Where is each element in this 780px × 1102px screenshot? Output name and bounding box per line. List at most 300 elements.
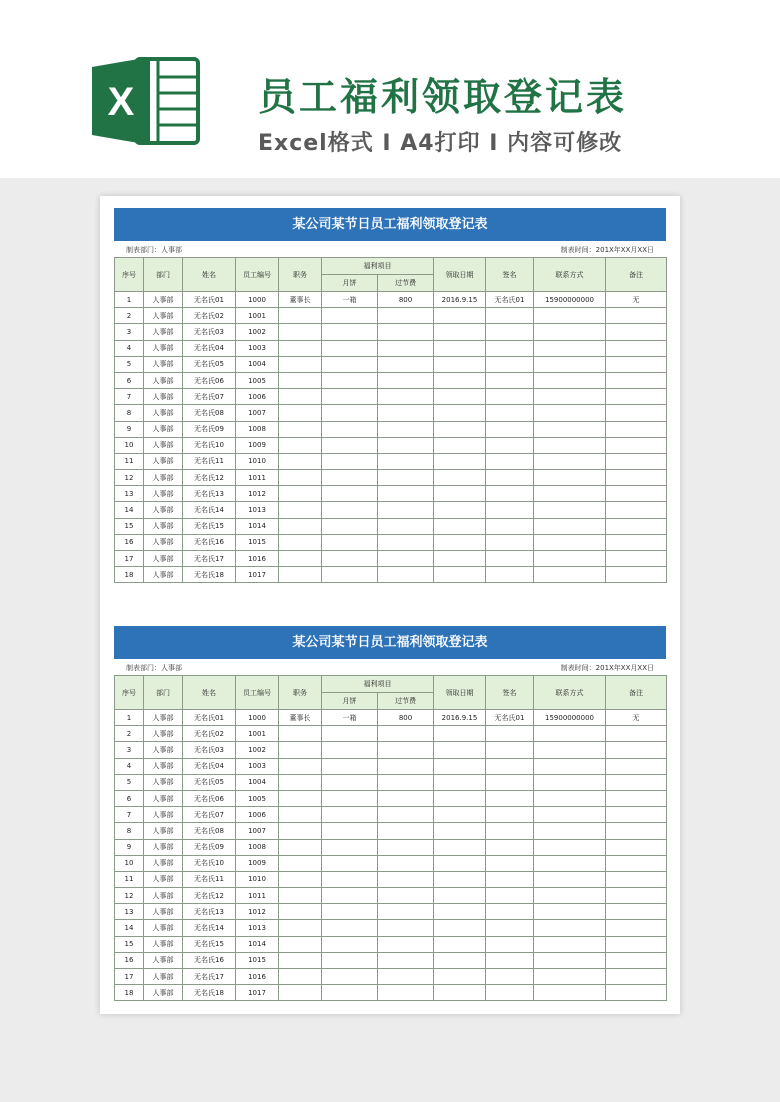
table-cell[interactable] — [322, 567, 378, 583]
table-cell[interactable]: 17 — [115, 969, 144, 985]
table-cell[interactable] — [486, 742, 534, 758]
table-cell[interactable] — [486, 340, 534, 356]
table-cell[interactable]: 无名氏06 — [183, 790, 236, 806]
table-cell[interactable]: 一箱 — [322, 710, 378, 726]
table-cell[interactable]: 1004 — [236, 356, 279, 372]
table-cell[interactable]: 1015 — [236, 952, 279, 968]
table-cell[interactable] — [279, 308, 322, 324]
table-cell[interactable] — [322, 952, 378, 968]
table-cell[interactable] — [434, 534, 486, 550]
table-cell[interactable]: 6 — [115, 372, 144, 388]
table-cell[interactable]: 15 — [115, 936, 144, 952]
table-cell[interactable] — [378, 726, 434, 742]
table-cell[interactable] — [534, 372, 606, 388]
table-cell[interactable] — [486, 774, 534, 790]
table-cell[interactable]: 11 — [115, 871, 144, 887]
table-cell[interactable] — [606, 324, 667, 340]
table-cell[interactable] — [434, 904, 486, 920]
table-cell[interactable]: 15900000000 — [534, 292, 606, 308]
table-cell[interactable]: 无名氏05 — [183, 356, 236, 372]
table-cell[interactable] — [279, 470, 322, 486]
table-cell[interactable] — [322, 421, 378, 437]
table-cell[interactable] — [486, 356, 534, 372]
table-cell[interactable] — [534, 952, 606, 968]
table-cell[interactable]: 人事部 — [144, 969, 183, 985]
table-cell[interactable] — [322, 437, 378, 453]
table-cell[interactable]: 1001 — [236, 726, 279, 742]
table-cell[interactable]: 14 — [115, 920, 144, 936]
table-cell[interactable] — [486, 567, 534, 583]
table-cell[interactable] — [279, 340, 322, 356]
table-cell[interactable] — [279, 839, 322, 855]
table-cell[interactable] — [322, 340, 378, 356]
table-cell[interactable]: 1000 — [236, 292, 279, 308]
table-cell[interactable] — [279, 518, 322, 534]
table-cell[interactable] — [486, 888, 534, 904]
table-cell[interactable] — [434, 920, 486, 936]
table-cell[interactable]: 17 — [115, 551, 144, 567]
table-cell[interactable]: 1014 — [236, 936, 279, 952]
table-cell[interactable] — [279, 453, 322, 469]
table-cell[interactable]: 无名氏01 — [486, 292, 534, 308]
table-cell[interactable]: 无名氏04 — [183, 758, 236, 774]
table-cell[interactable] — [322, 356, 378, 372]
table-cell[interactable]: 人事部 — [144, 758, 183, 774]
table-cell[interactable]: 16 — [115, 952, 144, 968]
table-cell[interactable] — [486, 308, 534, 324]
table-cell[interactable] — [486, 839, 534, 855]
table-cell[interactable]: 人事部 — [144, 871, 183, 887]
table-cell[interactable] — [322, 470, 378, 486]
table-cell[interactable] — [434, 405, 486, 421]
table-cell[interactable]: 无名氏14 — [183, 502, 236, 518]
table-cell[interactable] — [606, 790, 667, 806]
table-cell[interactable] — [486, 502, 534, 518]
table-cell[interactable]: 人事部 — [144, 470, 183, 486]
table-cell[interactable] — [322, 502, 378, 518]
table-cell[interactable] — [279, 567, 322, 583]
table-cell[interactable] — [486, 534, 534, 550]
table-cell[interactable] — [378, 567, 434, 583]
table-cell[interactable] — [279, 421, 322, 437]
table-cell[interactable] — [279, 807, 322, 823]
table-cell[interactable] — [534, 453, 606, 469]
table-cell[interactable] — [534, 936, 606, 952]
table-cell[interactable] — [378, 790, 434, 806]
table-cell[interactable]: 1005 — [236, 372, 279, 388]
table-cell[interactable] — [486, 324, 534, 340]
table-cell[interactable]: 人事部 — [144, 502, 183, 518]
table-cell[interactable]: 1012 — [236, 486, 279, 502]
table-cell[interactable] — [434, 502, 486, 518]
table-cell[interactable] — [434, 356, 486, 372]
table-cell[interactable] — [322, 518, 378, 534]
table-cell[interactable] — [378, 969, 434, 985]
table-cell[interactable] — [378, 742, 434, 758]
table-cell[interactable]: 9 — [115, 839, 144, 855]
table-cell[interactable] — [534, 518, 606, 534]
table-cell[interactable] — [534, 567, 606, 583]
table-cell[interactable] — [322, 969, 378, 985]
table-cell[interactable]: 无名氏11 — [183, 871, 236, 887]
table-cell[interactable] — [534, 839, 606, 855]
table-cell[interactable] — [606, 389, 667, 405]
table-cell[interactable] — [322, 405, 378, 421]
table-cell[interactable]: 1010 — [236, 453, 279, 469]
table-cell[interactable]: 无名氏09 — [183, 421, 236, 437]
table-cell[interactable] — [279, 437, 322, 453]
table-cell[interactable] — [279, 356, 322, 372]
table-cell[interactable] — [486, 936, 534, 952]
table-cell[interactable] — [279, 774, 322, 790]
table-cell[interactable]: 无名氏13 — [183, 486, 236, 502]
table-cell[interactable] — [434, 308, 486, 324]
table-cell[interactable]: 无名氏03 — [183, 742, 236, 758]
table-cell[interactable] — [322, 807, 378, 823]
table-cell[interactable]: 11 — [115, 453, 144, 469]
table-cell[interactable] — [534, 920, 606, 936]
table-cell[interactable]: 1 — [115, 292, 144, 308]
table-cell[interactable]: 800 — [378, 710, 434, 726]
table-cell[interactable]: 1009 — [236, 437, 279, 453]
table-cell[interactable]: 无名氏16 — [183, 952, 236, 968]
table-cell[interactable]: 1007 — [236, 405, 279, 421]
table-cell[interactable] — [486, 904, 534, 920]
table-cell[interactable]: 1002 — [236, 324, 279, 340]
table-cell[interactable] — [279, 952, 322, 968]
table-cell[interactable] — [534, 969, 606, 985]
table-cell[interactable]: 无名氏09 — [183, 839, 236, 855]
table-cell[interactable] — [378, 985, 434, 1001]
table-cell[interactable] — [434, 790, 486, 806]
table-cell[interactable] — [378, 774, 434, 790]
table-cell[interactable]: 1001 — [236, 308, 279, 324]
table-cell[interactable] — [606, 308, 667, 324]
table-cell[interactable] — [486, 969, 534, 985]
table-cell[interactable] — [378, 453, 434, 469]
table-cell[interactable] — [322, 742, 378, 758]
table-cell[interactable] — [534, 405, 606, 421]
table-cell[interactable] — [378, 839, 434, 855]
table-cell[interactable]: 无名氏17 — [183, 551, 236, 567]
table-cell[interactable] — [322, 920, 378, 936]
table-cell[interactable] — [279, 855, 322, 871]
table-cell[interactable] — [606, 340, 667, 356]
table-cell[interactable]: 无名氏05 — [183, 774, 236, 790]
table-cell[interactable] — [434, 985, 486, 1001]
table-cell[interactable]: 董事长 — [279, 292, 322, 308]
table-cell[interactable]: 1009 — [236, 855, 279, 871]
table-cell[interactable] — [378, 551, 434, 567]
table-cell[interactable]: 人事部 — [144, 308, 183, 324]
table-cell[interactable]: 无名氏07 — [183, 807, 236, 823]
table-cell[interactable] — [279, 534, 322, 550]
table-cell[interactable] — [322, 904, 378, 920]
table-cell[interactable] — [378, 534, 434, 550]
table-cell[interactable]: 4 — [115, 340, 144, 356]
table-cell[interactable] — [486, 421, 534, 437]
table-cell[interactable]: 人事部 — [144, 292, 183, 308]
table-cell[interactable] — [279, 936, 322, 952]
table-cell[interactable]: 1011 — [236, 470, 279, 486]
table-cell[interactable]: 人事部 — [144, 839, 183, 855]
table-cell[interactable] — [434, 839, 486, 855]
table-cell[interactable]: 1 — [115, 710, 144, 726]
table-cell[interactable] — [606, 855, 667, 871]
table-cell[interactable]: 人事部 — [144, 324, 183, 340]
table-cell[interactable]: 10 — [115, 855, 144, 871]
table-cell[interactable]: 无名氏07 — [183, 389, 236, 405]
table-cell[interactable] — [606, 356, 667, 372]
table-cell[interactable] — [378, 356, 434, 372]
table-cell[interactable]: 无 — [606, 292, 667, 308]
table-cell[interactable]: 8 — [115, 823, 144, 839]
table-cell[interactable]: 1006 — [236, 389, 279, 405]
table-cell[interactable]: 人事部 — [144, 551, 183, 567]
table-cell[interactable] — [486, 389, 534, 405]
table-cell[interactable]: 无名氏01 — [183, 710, 236, 726]
table-cell[interactable]: 人事部 — [144, 389, 183, 405]
table-cell[interactable] — [606, 871, 667, 887]
table-cell[interactable] — [378, 405, 434, 421]
table-cell[interactable] — [322, 308, 378, 324]
table-cell[interactable]: 一箱 — [322, 292, 378, 308]
table-cell[interactable]: 1003 — [236, 758, 279, 774]
table-cell[interactable] — [279, 372, 322, 388]
table-cell[interactable] — [378, 823, 434, 839]
table-cell[interactable] — [378, 758, 434, 774]
table-cell[interactable] — [434, 888, 486, 904]
table-cell[interactable] — [486, 372, 534, 388]
table-cell[interactable] — [486, 807, 534, 823]
table-cell[interactable] — [534, 774, 606, 790]
table-cell[interactable] — [279, 823, 322, 839]
table-cell[interactable] — [486, 823, 534, 839]
table-cell[interactable] — [486, 952, 534, 968]
table-cell[interactable]: 人事部 — [144, 790, 183, 806]
table-cell[interactable]: 9 — [115, 421, 144, 437]
table-cell[interactable]: 人事部 — [144, 421, 183, 437]
table-cell[interactable] — [434, 567, 486, 583]
table-cell[interactable] — [486, 518, 534, 534]
table-cell[interactable] — [606, 437, 667, 453]
table-cell[interactable] — [534, 389, 606, 405]
table-cell[interactable]: 13 — [115, 486, 144, 502]
table-cell[interactable]: 1002 — [236, 742, 279, 758]
table-cell[interactable]: 人事部 — [144, 742, 183, 758]
table-cell[interactable] — [534, 340, 606, 356]
table-cell[interactable] — [378, 904, 434, 920]
table-cell[interactable]: 无名氏08 — [183, 405, 236, 421]
table-cell[interactable] — [534, 324, 606, 340]
table-cell[interactable] — [606, 888, 667, 904]
table-cell[interactable] — [434, 470, 486, 486]
table-cell[interactable] — [279, 871, 322, 887]
table-cell[interactable] — [606, 774, 667, 790]
table-cell[interactable] — [322, 551, 378, 567]
table-cell[interactable]: 无名氏17 — [183, 969, 236, 985]
table-cell[interactable] — [434, 952, 486, 968]
table-cell[interactable]: 8 — [115, 405, 144, 421]
table-cell[interactable] — [434, 486, 486, 502]
table-cell[interactable] — [322, 774, 378, 790]
table-cell[interactable] — [606, 807, 667, 823]
table-cell[interactable] — [322, 888, 378, 904]
table-cell[interactable] — [434, 421, 486, 437]
table-cell[interactable] — [378, 936, 434, 952]
table-cell[interactable]: 无名氏16 — [183, 534, 236, 550]
table-cell[interactable] — [534, 807, 606, 823]
table-cell[interactable] — [378, 421, 434, 437]
table-cell[interactable]: 1008 — [236, 421, 279, 437]
table-cell[interactable] — [322, 453, 378, 469]
table-cell[interactable]: 人事部 — [144, 356, 183, 372]
table-cell[interactable] — [534, 470, 606, 486]
table-cell[interactable]: 人事部 — [144, 340, 183, 356]
table-cell[interactable]: 人事部 — [144, 952, 183, 968]
table-cell[interactable] — [378, 372, 434, 388]
table-cell[interactable]: 18 — [115, 567, 144, 583]
table-cell[interactable]: 人事部 — [144, 567, 183, 583]
table-cell[interactable] — [279, 551, 322, 567]
table-cell[interactable] — [534, 985, 606, 1001]
table-cell[interactable] — [322, 936, 378, 952]
table-cell[interactable] — [606, 518, 667, 534]
table-cell[interactable] — [378, 437, 434, 453]
table-cell[interactable] — [378, 920, 434, 936]
table-cell[interactable]: 人事部 — [144, 534, 183, 550]
table-cell[interactable]: 人事部 — [144, 486, 183, 502]
table-cell[interactable]: 16 — [115, 534, 144, 550]
table-cell[interactable] — [279, 920, 322, 936]
table-cell[interactable]: 1017 — [236, 567, 279, 583]
table-cell[interactable] — [486, 437, 534, 453]
table-cell[interactable] — [322, 389, 378, 405]
table-cell[interactable] — [534, 742, 606, 758]
table-cell[interactable] — [378, 855, 434, 871]
table-cell[interactable]: 无名氏02 — [183, 726, 236, 742]
table-cell[interactable] — [606, 567, 667, 583]
table-cell[interactable]: 1011 — [236, 888, 279, 904]
table-cell[interactable]: 4 — [115, 758, 144, 774]
table-cell[interactable]: 人事部 — [144, 904, 183, 920]
table-cell[interactable] — [534, 551, 606, 567]
table-cell[interactable]: 1003 — [236, 340, 279, 356]
table-cell[interactable]: 1000 — [236, 710, 279, 726]
table-cell[interactable] — [279, 389, 322, 405]
table-cell[interactable] — [434, 324, 486, 340]
table-cell[interactable]: 无名氏12 — [183, 888, 236, 904]
table-cell[interactable]: 人事部 — [144, 726, 183, 742]
table-cell[interactable]: 1014 — [236, 518, 279, 534]
table-cell[interactable]: 无名氏13 — [183, 904, 236, 920]
table-cell[interactable]: 800 — [378, 292, 434, 308]
table-cell[interactable]: 1016 — [236, 551, 279, 567]
table-cell[interactable] — [486, 985, 534, 1001]
table-cell[interactable]: 无名氏10 — [183, 437, 236, 453]
table-cell[interactable]: 无名氏14 — [183, 920, 236, 936]
table-cell[interactable] — [606, 470, 667, 486]
table-cell[interactable] — [378, 502, 434, 518]
table-cell[interactable]: 2 — [115, 308, 144, 324]
table-cell[interactable] — [606, 920, 667, 936]
table-cell[interactable]: 无名氏18 — [183, 567, 236, 583]
table-cell[interactable] — [534, 855, 606, 871]
table-cell[interactable] — [279, 790, 322, 806]
table-cell[interactable]: 6 — [115, 790, 144, 806]
table-cell[interactable]: 15900000000 — [534, 710, 606, 726]
table-cell[interactable] — [279, 888, 322, 904]
table-cell[interactable] — [486, 470, 534, 486]
table-cell[interactable]: 2016.9.15 — [434, 292, 486, 308]
table-cell[interactable] — [322, 855, 378, 871]
table-cell[interactable]: 13 — [115, 904, 144, 920]
table-cell[interactable]: 人事部 — [144, 920, 183, 936]
table-cell[interactable]: 10 — [115, 437, 144, 453]
table-cell[interactable]: 董事长 — [279, 710, 322, 726]
table-cell[interactable] — [486, 871, 534, 887]
table-cell[interactable] — [486, 486, 534, 502]
table-cell[interactable] — [606, 502, 667, 518]
table-cell[interactable]: 无名氏04 — [183, 340, 236, 356]
table-cell[interactable] — [279, 486, 322, 502]
table-cell[interactable]: 无名氏08 — [183, 823, 236, 839]
table-cell[interactable] — [279, 324, 322, 340]
table-cell[interactable] — [434, 551, 486, 567]
table-cell[interactable] — [606, 823, 667, 839]
table-cell[interactable] — [434, 742, 486, 758]
table-cell[interactable] — [378, 470, 434, 486]
table-cell[interactable] — [534, 726, 606, 742]
table-cell[interactable]: 1005 — [236, 790, 279, 806]
table-cell[interactable]: 人事部 — [144, 710, 183, 726]
table-cell[interactable] — [486, 920, 534, 936]
table-cell[interactable]: 3 — [115, 324, 144, 340]
table-cell[interactable]: 12 — [115, 470, 144, 486]
table-cell[interactable]: 人事部 — [144, 888, 183, 904]
table-cell[interactable] — [434, 389, 486, 405]
table-cell[interactable] — [378, 324, 434, 340]
table-cell[interactable] — [322, 372, 378, 388]
table-cell[interactable] — [486, 726, 534, 742]
table-cell[interactable]: 7 — [115, 807, 144, 823]
table-cell[interactable] — [434, 774, 486, 790]
table-cell[interactable] — [378, 807, 434, 823]
table-cell[interactable] — [534, 486, 606, 502]
table-cell[interactable]: 无名氏06 — [183, 372, 236, 388]
table-cell[interactable] — [434, 726, 486, 742]
table-cell[interactable] — [434, 758, 486, 774]
table-cell[interactable] — [434, 936, 486, 952]
table-cell[interactable]: 无名氏15 — [183, 518, 236, 534]
table-cell[interactable]: 人事部 — [144, 774, 183, 790]
table-cell[interactable]: 人事部 — [144, 936, 183, 952]
table-cell[interactable] — [486, 855, 534, 871]
table-cell[interactable] — [279, 758, 322, 774]
table-cell[interactable]: 无名氏02 — [183, 308, 236, 324]
table-cell[interactable] — [378, 486, 434, 502]
table-cell[interactable]: 1013 — [236, 502, 279, 518]
table-cell[interactable] — [606, 405, 667, 421]
table-cell[interactable]: 2016.9.15 — [434, 710, 486, 726]
table-cell[interactable] — [434, 372, 486, 388]
table-cell[interactable] — [434, 340, 486, 356]
table-cell[interactable]: 无名氏15 — [183, 936, 236, 952]
table-cell[interactable]: 3 — [115, 742, 144, 758]
table-cell[interactable]: 5 — [115, 774, 144, 790]
table-cell[interactable] — [378, 952, 434, 968]
table-cell[interactable]: 1013 — [236, 920, 279, 936]
